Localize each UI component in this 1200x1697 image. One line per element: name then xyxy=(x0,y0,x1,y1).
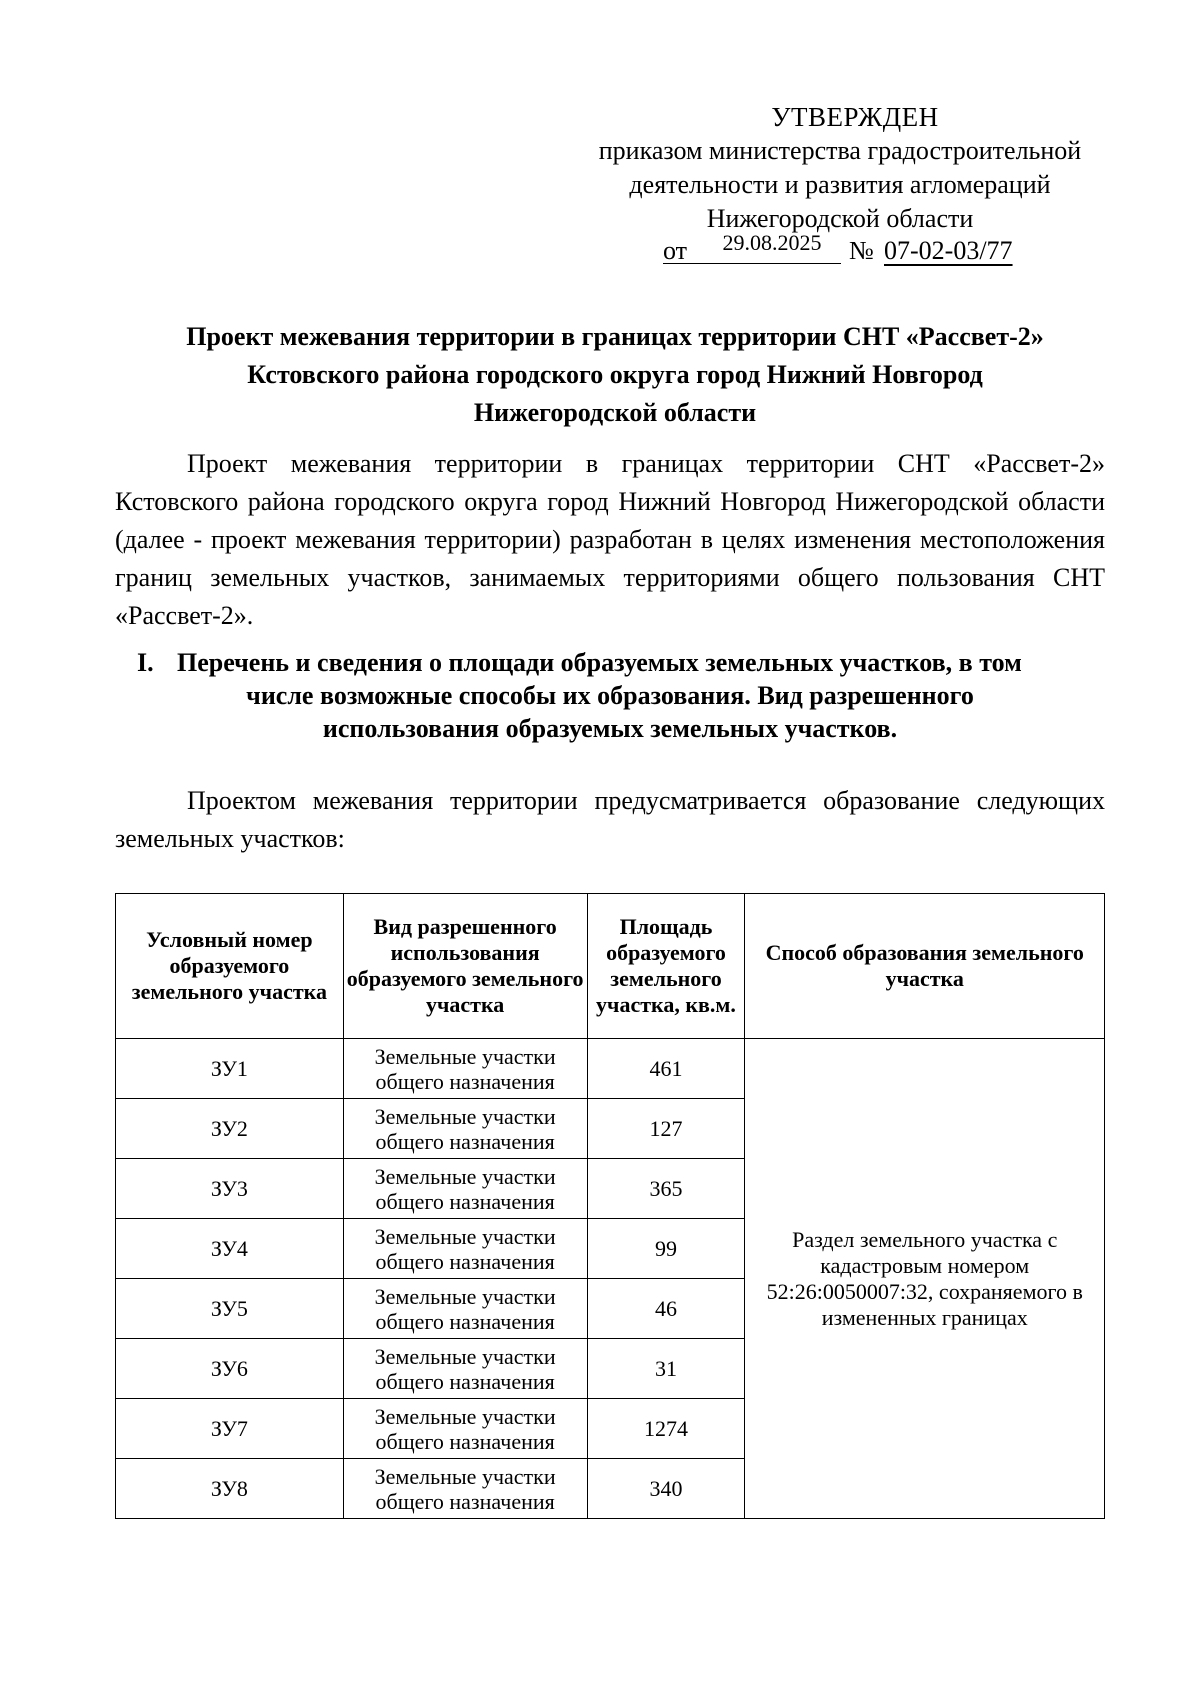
parcel-id: ЗУ4 xyxy=(116,1219,344,1279)
parcel-area: 461 xyxy=(587,1039,745,1099)
section-line-3: использования образуемых земельных участков. xyxy=(322,714,898,743)
parcel-use xyxy=(343,1399,587,1459)
approval-line-3: Нижегородской области xyxy=(706,204,974,233)
parcel-use-line-2: общего назначения xyxy=(375,1368,555,1394)
approval-block xyxy=(560,100,1120,236)
parcel-id: ЗУ8 xyxy=(116,1459,344,1519)
section-line-2: числе возможные способы их образования. Вид разрешенного xyxy=(246,681,974,710)
order-date xyxy=(663,230,841,264)
parcels-table xyxy=(115,893,1105,1519)
parcel-use-line-2: общего назначения xyxy=(375,1308,555,1334)
title-line-1: Проект межевания территории в границах территории СНТ «Рассвет-2» xyxy=(186,322,1044,351)
order-number-sign: № xyxy=(849,236,874,265)
parcel-use xyxy=(343,1279,587,1339)
table-header-row xyxy=(116,894,1105,1039)
parcel-use-line-1: Земельные участки xyxy=(374,1043,556,1069)
header-parcel-number: Условный номер образуемого земельного участка xyxy=(116,894,344,1039)
parcel-area: 365 xyxy=(587,1159,745,1219)
parcel-use xyxy=(343,1339,587,1399)
order-line xyxy=(663,232,1083,268)
intro-paragraph: Проект межевания территории в границах территории СНТ «Рассвет-2» Кстовского района городского округа город Нижний Новгород Нижегородской области (далее - проект межевания территории) разработан в целях изменения местоположения границ земельных участков, занимаемых территориями общего пользования СНТ «Рассвет-2». xyxy=(115,449,1105,630)
parcel-id: ЗУ2 xyxy=(116,1099,344,1159)
header-permitted-use: Вид разрешенного использования образуемого земельного участка xyxy=(343,894,587,1039)
section-paragraph: Проектом межевания территории предусматривается образование следующих земельных участков: xyxy=(115,786,1105,853)
parcel-area: 31 xyxy=(587,1339,745,1399)
order-date-value: 29.08.2025 xyxy=(722,230,822,255)
approval-line-1: приказом министерства градостроительной xyxy=(598,136,1082,165)
section-number: I. xyxy=(137,648,154,677)
parcel-use xyxy=(343,1159,587,1219)
title-line-2: Кстовского района городского округа город Нижний Новгород xyxy=(247,360,983,389)
parcel-area: 340 xyxy=(587,1459,745,1519)
order-number: 07-02-03/77 xyxy=(884,236,1013,265)
parcel-use-line-1: Земельные участки xyxy=(374,1223,556,1249)
parcel-use-line-1: Земельные участки xyxy=(374,1103,556,1129)
parcel-use-line-1: Земельные участки xyxy=(374,1463,556,1489)
approval-heading: УТВЕРЖДЕН xyxy=(771,102,939,132)
parcel-use xyxy=(343,1459,587,1519)
parcel-use-line-1: Земельные участки xyxy=(374,1163,556,1189)
parcel-use xyxy=(343,1219,587,1279)
parcel-id: ЗУ6 xyxy=(116,1339,344,1399)
formation-method: Раздел земельного участка с кадастровым номером 52:26:0050007:32, сохраняемого в измененных границах xyxy=(745,1039,1105,1519)
parcel-area: 46 xyxy=(587,1279,745,1339)
parcel-use-line-1: Земельные участки xyxy=(374,1283,556,1309)
parcel-area: 1274 xyxy=(587,1399,745,1459)
order-from-label: от xyxy=(663,236,688,265)
parcel-use-line-1: Земельные участки xyxy=(374,1403,556,1429)
parcel-use-line-2: общего назначения xyxy=(375,1248,555,1274)
parcel-use-line-1: Земельные участки xyxy=(374,1343,556,1369)
document-title xyxy=(115,318,1115,432)
approval-line-2: деятельности и развития агломераций xyxy=(629,170,1051,199)
parcel-id: ЗУ3 xyxy=(116,1159,344,1219)
parcel-id: ЗУ1 xyxy=(116,1039,344,1099)
title-line-3: Нижегородской области xyxy=(473,398,757,427)
parcel-id: ЗУ7 xyxy=(116,1399,344,1459)
parcel-use-line-2: общего назначения xyxy=(375,1128,555,1154)
header-formation-method: Способ образования земельного участка xyxy=(745,894,1105,1039)
parcel-area: 99 xyxy=(587,1219,745,1279)
section-line-1: Перечень и сведения о площади образуемых земельных участков, в том xyxy=(177,648,1022,677)
parcel-use xyxy=(343,1099,587,1159)
parcel-use-line-2: общего назначения xyxy=(375,1488,555,1514)
header-area: Площадь образуемого земельного участка, кв.м. xyxy=(587,894,745,1039)
parcel-area: 127 xyxy=(587,1099,745,1159)
parcel-use xyxy=(343,1039,587,1099)
parcel-use-line-2: общего назначения xyxy=(375,1428,555,1454)
table-row xyxy=(116,1039,1105,1099)
parcel-use-line-2: общего назначения xyxy=(375,1188,555,1214)
parcel-id: ЗУ5 xyxy=(116,1279,344,1339)
parcel-use-line-2: общего назначения xyxy=(375,1068,555,1094)
